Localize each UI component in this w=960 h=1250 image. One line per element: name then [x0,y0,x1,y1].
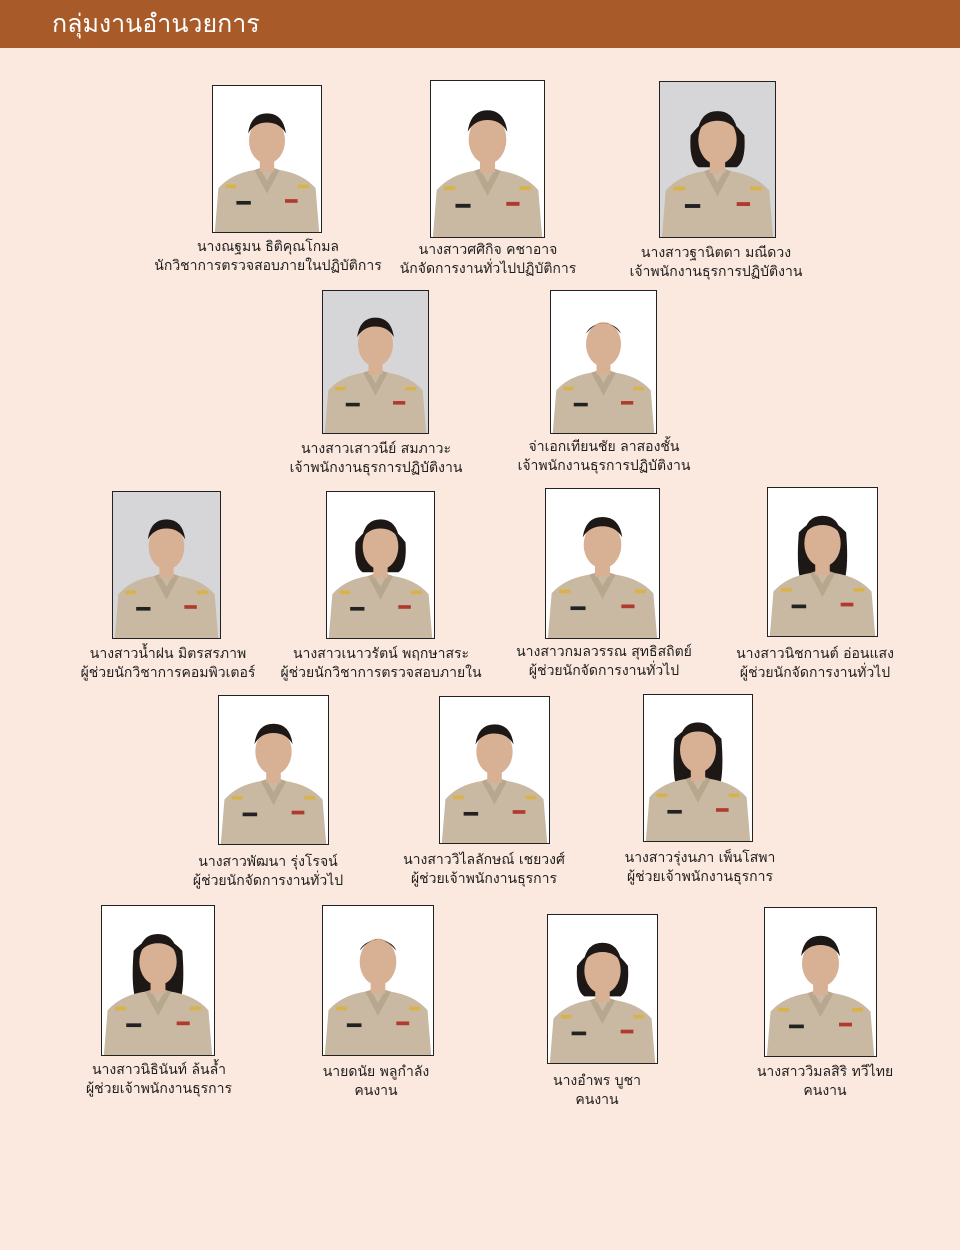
staff-name: นางสาวกมลวรรณ สุทธิสถิตย์ [516,644,692,660]
staff-caption [685,1063,960,1101]
staff-position: ผู้ช่วยเจ้าพนักงานธุรการ [410,871,558,887]
staff-position: เจ้าพนักงานธุรการปฏิบัติงาน [629,264,803,280]
staff-photo [112,491,221,639]
staff-position: เจ้าพนักงานธุรการปฏิบัติงาน [517,458,691,474]
staff-name: นางสาววิไลลักษณ์ เชยวงศ์ [403,852,565,868]
staff-name: นางสาวพัฒนา รุ่งโรจน์ [198,854,338,870]
staff-position: ผู้ช่วยนักวิชาการคอมพิวเตอร์ [80,665,256,681]
staff-name: นางณฐมน ธิติคุณโกมล [196,239,340,255]
staff-name: นางสาวรุ่งนภา เพ็นโสพา [624,850,776,866]
staff-name: นางสาวเนาวรัตน์ พฤกษาสระ [292,646,470,662]
staff-position: คนงาน [575,1092,619,1108]
staff-position: ผู้ช่วยเจ้าพนักงานธุรการ [626,869,774,885]
staff-photo [545,488,660,639]
staff-photo [764,907,877,1057]
staff-name: นางสาวนิธินันท์ ล้นล้ำ [91,1062,227,1078]
staff-photo [659,81,776,238]
staff-photo [326,491,435,639]
staff-caption [576,244,856,282]
staff-photo [322,290,429,434]
staff-position: ผู้ช่วยนักวิชาการตรวจสอบภายใน [280,665,482,681]
staff-photo [218,695,329,845]
staff-position: คนงาน [803,1083,847,1099]
staff-photo [322,905,434,1056]
staff-photo [767,487,878,637]
staff-position: ผู้ช่วยนักจัดการงานทั่วไป [739,665,891,681]
staff-name: นางสาวศศิกิจ คชาอาจ [418,242,558,258]
staff-photo [101,905,215,1056]
staff-position: ผู้ช่วยนักจัดการงานทั่วไป [528,663,680,679]
section-header [0,0,960,48]
staff-name: จ่าเอกเทียนชัย ลาสองชั้น [528,439,680,455]
staff-photo [643,694,753,842]
staff-name: นางสาวน้ำฝน มิตรสรภาพ [89,646,247,662]
staff-position: คนงาน [354,1083,398,1099]
staff-name: นายดนัย พลูกำลัง [322,1064,430,1080]
staff-photo [212,85,322,233]
staff-name: นางสาววิมลสิริ ทวีไทย [756,1064,894,1080]
staff-position: เจ้าพนักงานธุรการปฏิบัติงาน [289,460,463,476]
staff-photo [430,80,545,238]
staff-photo [550,290,657,434]
staff-caption [675,645,955,683]
staff-caption [560,849,840,887]
staff-position: นักวิชาการตรวจสอบภายในปฏิบัติการ [154,258,382,274]
staff-photo [439,696,550,844]
staff-name: นางสาวนิชกานต์ อ่อนแสง [736,646,894,662]
staff-caption [464,438,744,476]
staff-name: นางสาวฐานิตดา มณีดวง [640,245,792,261]
staff-position: ผู้ช่วยเจ้าพนักงานธุรการ [85,1081,233,1097]
staff-position: นักจัดการงานทั่วไปปฏิบัติการ [399,261,577,277]
staff-position: ผู้ช่วยนักจัดการงานทั่วไป [192,873,344,889]
staff-name: นางสาวเสาวนีย์ สมภาวะ [300,441,452,457]
section-title: กลุ่มงานอำนวยการ [52,9,260,38]
staff-name: นางอำพร บูชา [553,1073,641,1089]
staff-photo [547,914,658,1064]
